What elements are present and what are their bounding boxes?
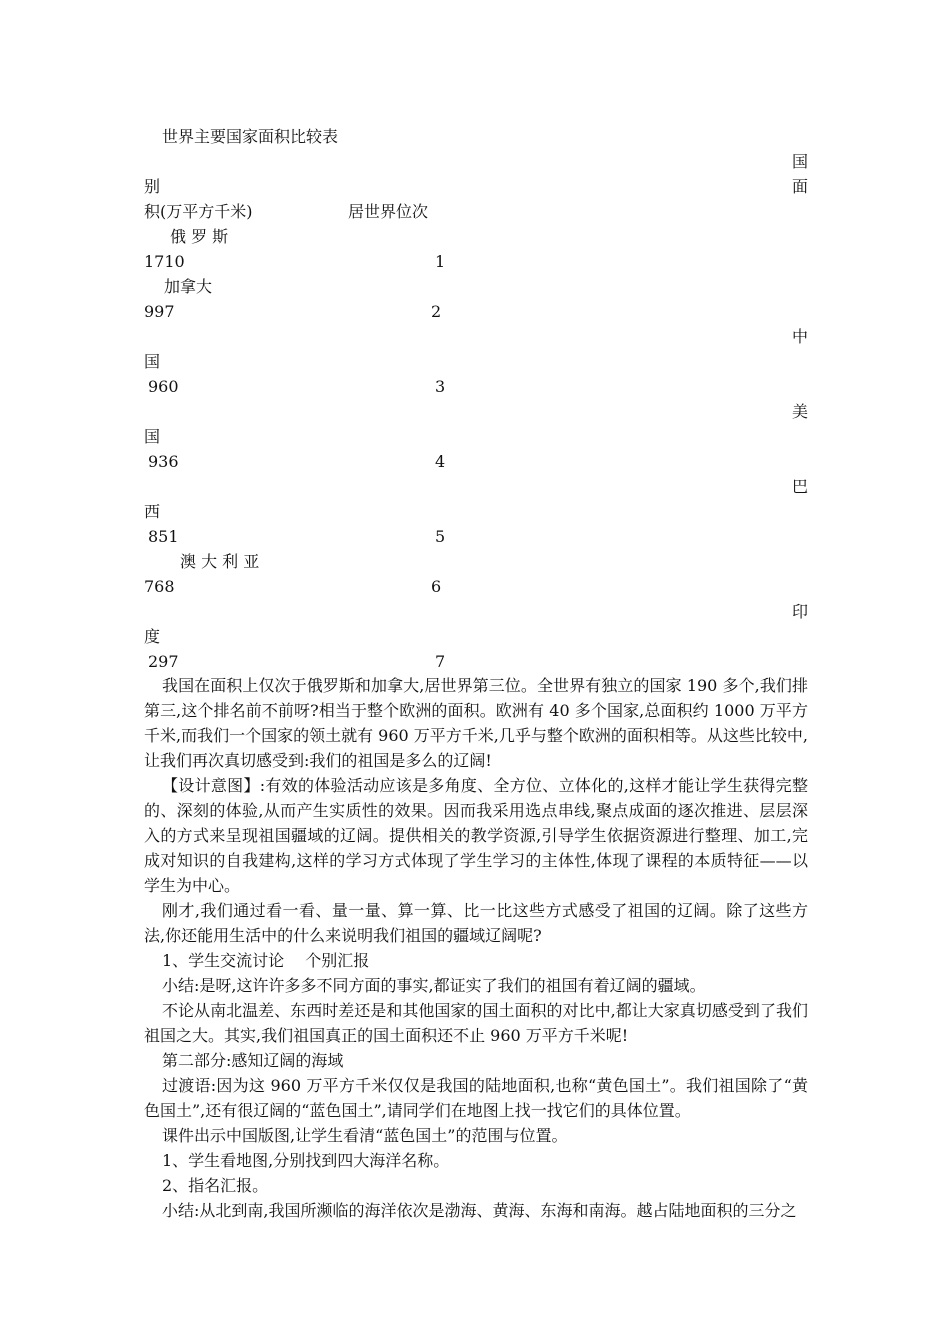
table-title: 世界主要国家面积比较表 bbox=[162, 127, 339, 146]
paragraph-courseware: 课件出示中国版图,让学生看清“蓝色国土”的范围与位置。 bbox=[162, 1126, 568, 1145]
row-name-part2: 国 bbox=[144, 352, 161, 371]
row-name: 加拿大 bbox=[164, 277, 213, 296]
row-name-part1: 印 bbox=[792, 602, 809, 621]
row-rank: 6 bbox=[431, 577, 442, 596]
row-area: 997 bbox=[144, 302, 175, 321]
header-area-part2: 积(万平方千米) bbox=[144, 202, 253, 221]
paragraph-territory: 不论从南北温差、东西时差还是和其他国家的国土面积的对比中,都让大家真切感受到了我们祖国之大。其实,我们祖国真正的国土面积还不止 960 万平方千米呢! bbox=[144, 1001, 808, 1045]
header-area-part1: 面 bbox=[792, 177, 809, 196]
row-area: 1710 bbox=[144, 252, 185, 271]
paragraph-step-report: 2、指名汇报。 bbox=[162, 1176, 269, 1195]
paragraph-design-intent: 【设计意图】:有效的体验活动应该是多角度、全方位、立体化的,这样才能让学生获得完整的、深刻的体验,从而产生实质性的效果。因而我采用选点串线,聚点成面的逐次推进、层层深入的方式来呈现祖国疆域的辽阔。提供相关的教学资源,引导学生依据资源进行整理、加工,完成对知识的自我建构,这样的学习方式体现了学生学习的主体性,体现了课程的本质特征——以学生为中心。 bbox=[144, 776, 808, 895]
row-name-part2: 国 bbox=[144, 427, 161, 446]
row-name-part1: 中 bbox=[792, 327, 809, 346]
row-area: 768 bbox=[144, 577, 175, 596]
row-rank: 2 bbox=[431, 302, 442, 321]
row-name: 澳 大 利 亚 bbox=[180, 552, 260, 571]
paragraph-step-discussion: 1、学生交流讨论 个别汇报 bbox=[162, 951, 370, 970]
row-name-part1: 巴 bbox=[792, 477, 809, 496]
paragraph-area-comparison: 我国在面积上仅次于俄罗斯和加拿大,居世界第三位。全世界有独立的国家 190 多个,我们排第三,这个排名前不前呀?相当于整个欧洲的面积。欧洲有 40 多个国家,总面积约 1000 万平方千米,而我们一个国家的领土就有 960 万平方千米,几乎与整个欧洲的面积相等。从这些比较中,让我们再次真切感受到:我们的祖国是多么的辽阔! bbox=[144, 676, 808, 770]
row-rank: 1 bbox=[435, 252, 446, 271]
row-area: 960 bbox=[148, 377, 179, 396]
row-name-part2: 西 bbox=[144, 502, 161, 521]
row-rank: 7 bbox=[435, 652, 446, 671]
row-area: 851 bbox=[148, 527, 179, 546]
paragraph-transition: 过渡语:因为这 960 万平方千米仅仅是我国的陆地面积,也称“黄色国土”。我们祖国除了“黄色国土”,还有很辽阔的“蓝色国土”,请同学们在地图上找一找它们的具体位置。 bbox=[144, 1076, 808, 1120]
row-area: 936 bbox=[148, 452, 179, 471]
row-rank: 5 bbox=[435, 527, 446, 546]
paragraph-step-map: 1、学生看地图,分别找到四大海洋名称。 bbox=[162, 1151, 450, 1170]
row-rank: 4 bbox=[435, 452, 446, 471]
row-name-part1: 美 bbox=[792, 402, 809, 421]
row-name: 俄 罗 斯 bbox=[170, 227, 229, 246]
row-area: 297 bbox=[148, 652, 179, 671]
row-rank: 3 bbox=[435, 377, 446, 396]
paragraph-seas-summary: 小结:从北到南,我国所濒临的海洋依次是渤海、黄海、东海和南海。越占陆地面积的三分之 bbox=[162, 1201, 797, 1220]
row-name-part2: 度 bbox=[144, 627, 161, 646]
header-country-part1: 国 bbox=[792, 152, 809, 171]
header-country-part2: 别 bbox=[144, 177, 161, 196]
section-heading: 第二部分:感知辽阔的海域 bbox=[162, 1051, 344, 1070]
header-rank: 居世界位次 bbox=[348, 202, 429, 221]
paragraph-question: 刚才,我们通过看一看、量一量、算一算、比一比这些方式感受了祖国的辽阔。除了这些方法,你还能用生活中的什么来说明我们祖国的疆域辽阔呢? bbox=[144, 901, 808, 945]
paragraph-summary: 小结:是呀,这许许多多不同方面的事实,都证实了我们的祖国有着辽阔的疆域。 bbox=[162, 976, 706, 995]
